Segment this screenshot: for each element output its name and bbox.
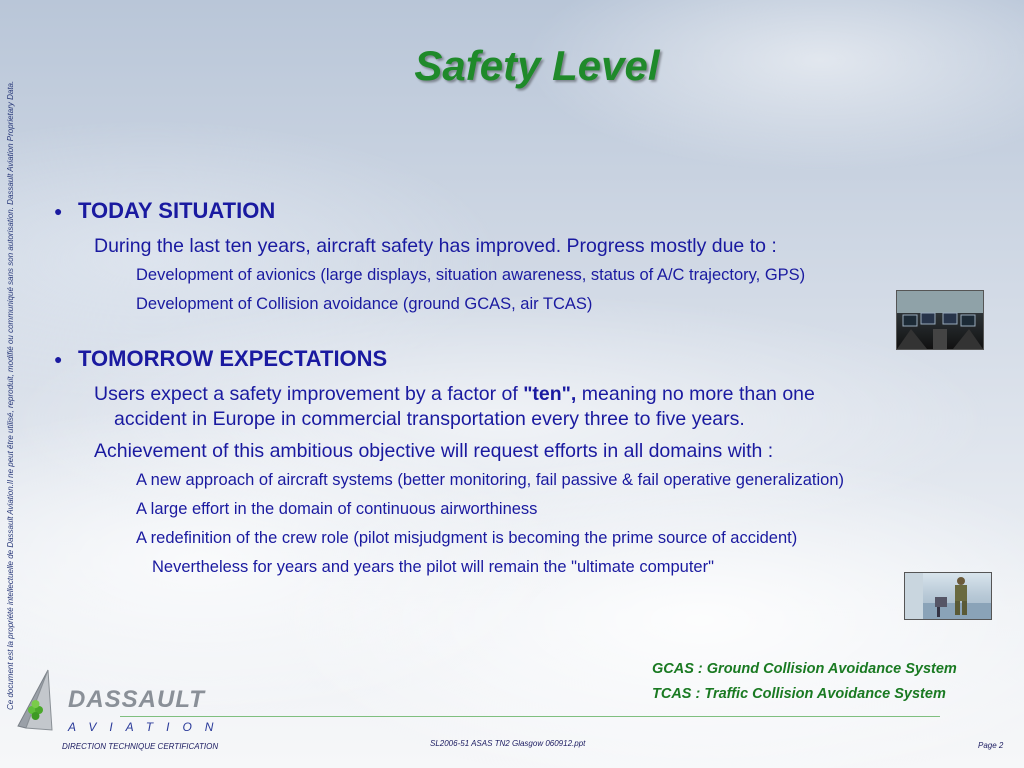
tomorrow-line-2: Achievement of this ambitious objective will request efforts in all domains with :: [94, 440, 774, 462]
tomorrow-line-1-continued: accident in Europe in commercial transportation every three to five years.: [114, 408, 745, 430]
footer-page-number: Page 2: [978, 741, 1004, 750]
footer-divider: [120, 716, 940, 717]
proprietary-notice: Ce document est la propriété intellectuelle de Dassault Aviation.Il ne peut être utilisé, reproduit, modifié ou communiqué sans son autorisation. Dassault Aviation Proprietary Data.: [6, 80, 15, 710]
tomorrow-sub-1: A new approach of aircraft systems (better monitoring, fail passive & fail operative generalization): [136, 471, 845, 489]
tomorrow-sub-4: Nevertheless for years and years the pilot will remain the "ultimate computer": [152, 558, 714, 576]
section-heading-tomorrow: [54, 346, 387, 372]
today-sub-1: Development of avionics (large displays, situation awareness, status of A/C trajectory, GPS): [136, 266, 806, 284]
slide-title: Safety Level: [414, 42, 660, 89]
logo-name: DASSAULT: [68, 686, 205, 713]
today-line-1: During the last ten years, aircraft safety has improved. Progress mostly due to :: [94, 235, 777, 257]
glossary-tcas: TCAS : Traffic Collision Avoidance System: [652, 686, 946, 702]
tomorrow-line-1-emphasis: "ten",: [523, 383, 577, 405]
tomorrow-line-1-post: meaning no more than one: [576, 383, 815, 405]
pilot-photo: [904, 572, 992, 620]
today-heading-text: TODAY SITUATION: [78, 198, 276, 223]
dassault-logo: [12, 668, 232, 740]
tomorrow-line-1-pre: Users expect a safety improvement by a factor of: [94, 383, 524, 405]
bullet-icon: ●: [54, 351, 63, 367]
cockpit-illustration: [897, 291, 983, 349]
bullet-icon: ●: [54, 203, 63, 219]
pilot-illustration: [905, 573, 991, 619]
tomorrow-sub-3: A redefinition of the crew role (pilot misjudgment is becoming the prime source of accident): [136, 529, 798, 547]
dassault-emblem-icon: [12, 668, 66, 740]
footer-department: DIRECTION TECHNIQUE CERTIFICATION: [62, 742, 219, 751]
today-sub-2: Development of Collision avoidance (ground GCAS, air TCAS): [136, 295, 593, 313]
section-heading-today: [54, 198, 275, 224]
tomorrow-heading-text: TOMORROW EXPECTATIONS: [78, 346, 388, 371]
tomorrow-line-1: [94, 383, 815, 406]
footer-document-name: SL2006-51 ASAS TN2 Glasgow 060912.ppt: [430, 739, 586, 748]
tomorrow-sub-2: A large effort in the domain of continuous airworthiness: [136, 500, 538, 518]
logo-subtitle: AVIATION: [68, 720, 227, 734]
cockpit-photo: [896, 290, 984, 350]
glossary-gcas: GCAS : Ground Collision Avoidance System: [652, 661, 957, 677]
